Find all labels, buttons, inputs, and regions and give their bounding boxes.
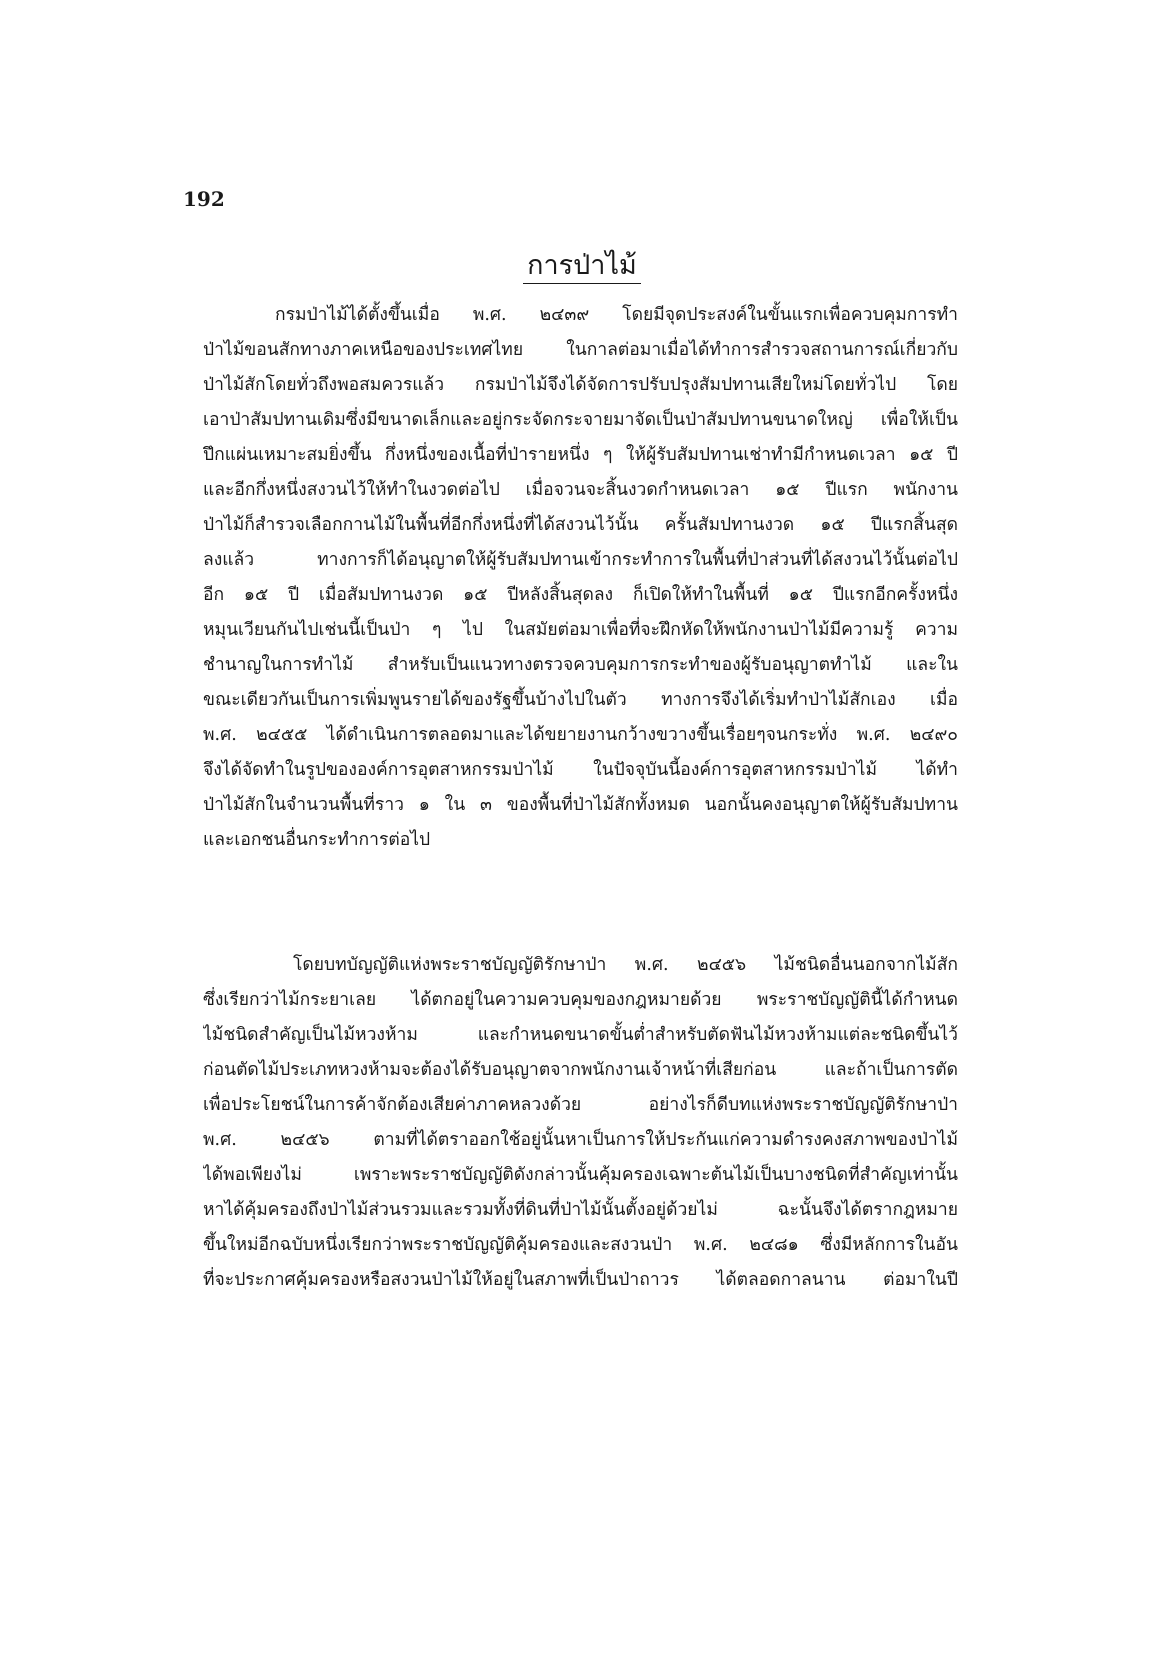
text-line: ขณะเดียวกันเป็นการเพิ่มพูนรายได้ของรัฐขึ้นบ้างไปในตัว ทางการจึงได้เริ่มทำป่าไม้สักเอง เมื่อ xyxy=(203,690,958,710)
page-title xyxy=(0,248,1164,284)
text-line: และเอกชนอื่นกระทำการต่อไป xyxy=(203,830,431,850)
text-line: ก่อนตัดไม้ประเภทหวงห้ามจะต้องได้รับอนุญาตจากพนักงานเจ้าหน้าที่เสียก่อน และถ้าเป็นการตัด xyxy=(203,1060,958,1080)
text-line: ชำนาญในการทำไม้ สำหรับเป็นแนวทางตรวจควบคุมการกระทำของผู้รับอนุญาตทำไม้ และใน xyxy=(203,655,958,675)
text-line: ขึ้นใหม่อีกฉบับหนึ่งเรียกว่าพระราชบัญญัติคุ้มครองและสงวนป่า พ.ศ. ๒๔๘๑ ซึ่งมีหลักการในอัน xyxy=(203,1235,958,1255)
page-number: 192 xyxy=(183,187,225,211)
text-line: ป่าไม้สักโดยทั่วถึงพอสมควรแล้ว กรมป่าไม้จึงได้จัดการปรับปรุงสัมปทานเสียใหม่โดยทั่วไป โดย xyxy=(203,375,958,395)
text-line: ป่าไม้สักในจำนวนพื้นที่ราว ๑ ใน ๓ ของพื้นที่ป่าไม้สักทั้งหมด นอกนั้นคงอนุญาตให้ผู้รับสัมปทาน xyxy=(203,795,958,815)
text-line: ได้พอเพียงไม่ เพราะพระราชบัญญัติดังกล่าวนั้นคุ้มครองเฉพาะต้นไม้เป็นบางชนิดที่สำคัญเท่านั้น xyxy=(203,1165,958,1185)
text-line: หมุนเวียนกันไปเช่นนี้เป็นป่า ๆ ไป ในสมัยต่อมาเพื่อที่จะฝึกหัดให้พนักงานป่าไม้มีความรู้ ความ xyxy=(203,620,958,640)
text-line: ปึกแผ่นเหมาะสมยิ่งขึ้น กึ่งหนึ่งของเนื้อที่ป่ารายหนึ่ง ๆ ให้ผู้รับสัมปทานเช่าทำมีกำหนดเวลา ๑๕ ปี xyxy=(203,445,958,465)
text-line: กรมป่าไม้ได้ตั้งขึ้นเมื่อ พ.ศ. ๒๔๓๙ โดยมีจุดประสงค์ในขั้นแรกเพื่อควบคุมการทำ xyxy=(275,305,958,325)
text-line: ป่าไม้ก็สำรวจเลือกกานไม้ในพื้นที่อีกกึ่งหนึ่งที่ได้สงวนไว้นั้น ครั้นสัมปทานงวด ๑๕ ปีแรกสิ้นสุด xyxy=(203,515,958,535)
text-line: เอาป่าสัมปทานเดิมซึ่งมีขนาดเล็กและอยู่กระจัดกระจายมาจัดเป็นป่าสัมปทานขนาดใหญ่ เพื่อให้เป็น xyxy=(203,410,958,430)
text-line: เพื่อประโยชน์ในการค้าจักต้องเสียค่าภาคหลวงด้วย อย่างไรก็ดีบทแห่งพระราชบัญญัติรักษาป่า xyxy=(203,1095,958,1115)
paragraph-2 xyxy=(203,948,958,1298)
text-line: และอีกกึ่งหนึ่งสงวนไว้ให้ทำในงวดต่อไป เมื่อจวนจะสิ้นงวดกำหนดเวลา ๑๕ ปีแรก พนักงาน xyxy=(203,480,958,500)
text-line: โดยบทบัญญัติแห่งพระราชบัญญัติรักษาป่า พ.ศ. ๒๔๕๖ ไม้ชนิดอื่นนอกจากไม้สัก xyxy=(293,955,958,975)
text-line: ลงแล้ว ทางการก็ได้อนุญาตให้ผู้รับสัมปทานเข้ากระทำการในพื้นที่ป่าส่วนที่ได้สงวนไว้นั้นต่อไป xyxy=(203,550,958,570)
text-line: พ.ศ. ๒๔๕๕ ได้ดำเนินการตลอดมาและได้ขยายงานกว้างขวางขึ้นเรื่อยๆจนกระทั่ง พ.ศ. ๒๔๙๐ xyxy=(203,725,958,745)
text-line: จึงได้จัดทำในรูปขององค์การอุตสาหกรรมป่าไม้ ในปัจจุบันนี้องค์การอุตสาหกรรมป่าไม้ ได้ทำ xyxy=(203,760,958,780)
text-line: ที่จะประกาศคุ้มครองหรือสงวนป่าไม้ให้อยู่ในสภาพที่เป็นป่าถาวร ได้ตลอดกาลนาน ต่อมาในปี xyxy=(203,1270,958,1290)
text-line: หาได้คุ้มครองถึงป่าไม้ส่วนรวมและรวมทั้งที่ดินที่ป่าไม้นั้นตั้งอยู่ด้วยไม่ ฉะนั้นจึงได้ตรากฎหมาย xyxy=(203,1200,958,1220)
text-line: ซึ่งเรียกว่าไม้กระยาเลย ได้ตกอยู่ในความควบคุมของกฎหมายด้วย พระราชบัญญัตินี้ได้กำหนด xyxy=(203,990,958,1010)
page-title-text: การป่าไม้ xyxy=(523,250,641,284)
text-line: ป่าไม้ขอนสักทางภาคเหนือของประเทศไทย ในกาลต่อมาเมื่อได้ทำการสำรวจสถานการณ์เกี่ยวกับ xyxy=(203,340,958,360)
text-line: ไม้ชนิดสำคัญเป็นไม้หวงห้าม และกำหนดขนาดขั้นต่ำสำหรับตัดฟันไม้หวงห้ามแต่ละชนิดขึ้นไว้ xyxy=(203,1025,958,1045)
text-line: พ.ศ. ๒๔๕๖ ตามที่ได้ตราออกใช้อยู่นั้นหาเป็นการให้ประกันแก่ความดำรงคงสภาพของป่าไม้ xyxy=(203,1130,958,1150)
paragraph-1 xyxy=(203,298,958,858)
text-line: อีก ๑๕ ปี เมื่อสัมปทานงวด ๑๕ ปีหลังสิ้นสุดลง ก็เปิดให้ทำในพื้นที่ ๑๕ ปีแรกอีกครั้งหนึ่ง xyxy=(203,585,958,605)
